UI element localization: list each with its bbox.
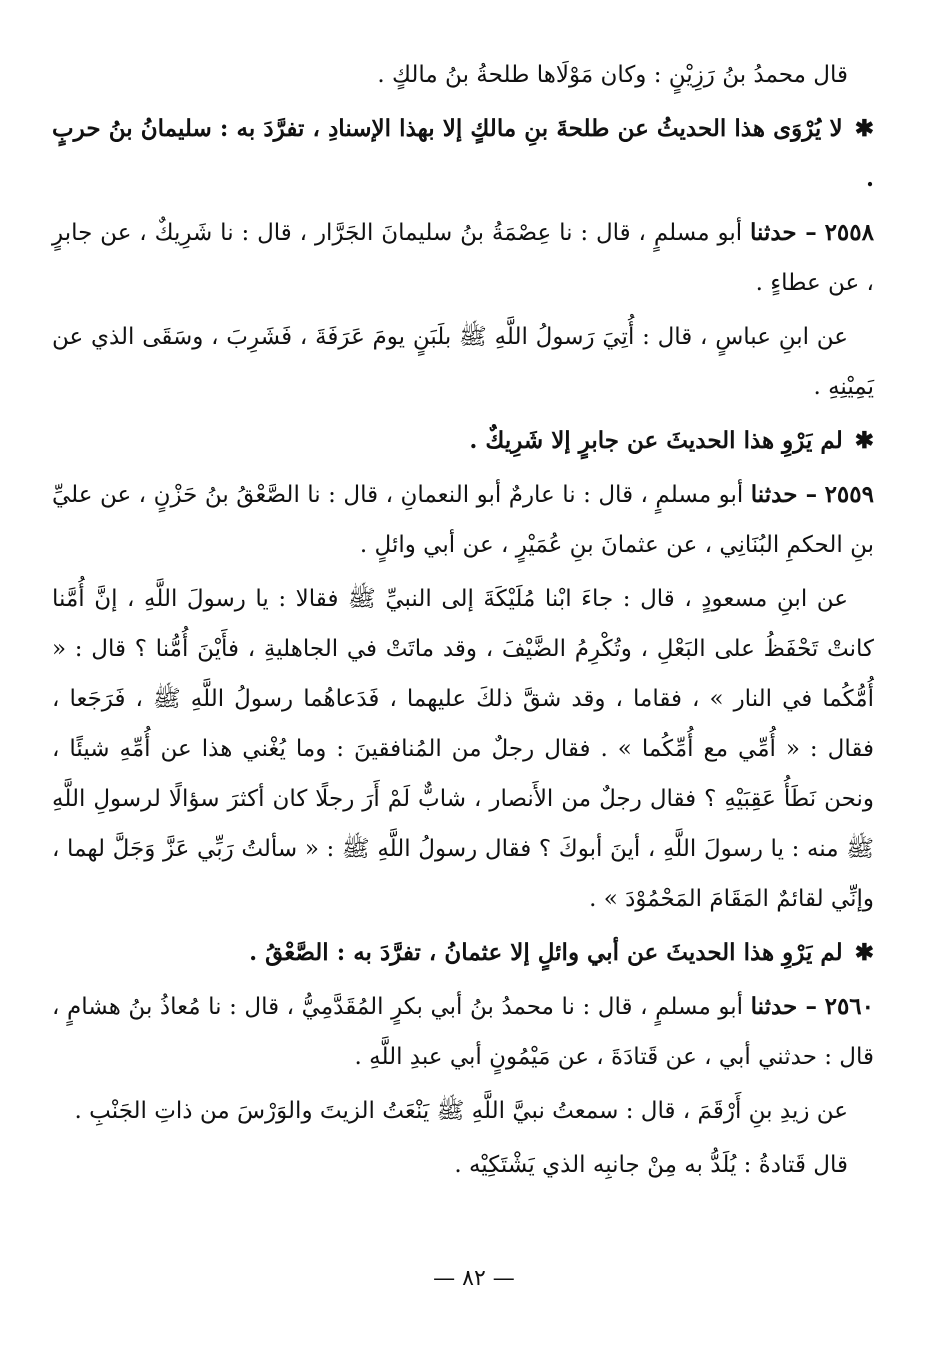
dash-separator: – xyxy=(796,219,817,246)
note-text: لم يَرْوِ هذا الحديثَ عن أبي وائلٍ إلا عثمانُ ، تفرَّدَ به : الصَّعْقُ . xyxy=(249,939,843,966)
hadith-header xyxy=(52,982,874,1082)
matn-paragraph xyxy=(52,312,874,412)
dash-separator: – xyxy=(797,481,818,508)
asterisk-icon: ✱ xyxy=(854,115,874,142)
hadith-verb: حدثنا xyxy=(750,219,797,246)
asterisk-icon: ✱ xyxy=(854,427,874,454)
matn-text: عن ابنِ مسعودٍ ، قال : جاءَ ابْنا مُلَيْكَةَ إلى النبيِّ ﷺ فقالا : يا رسولَ اللَّهِ ، إنَّ أُمَّنا كانتْ تَحْفَظُ على البَعْلِ ، وتُكْرِمُ الضَّيْفَ ، وقد ماتَتْ في الجاهليةِ ، فأَيْنَ أُمُّنا ؟ قال : « أُمُّكُما في النار » ، فقاما ، وقد شقَّ ذلكَ عليهما ، فَدَعاهُما رسولُ اللَّهِ ﷺ ، فَرَجَعا ، فقال : « أُمِّي مع أُمِّكُما » . فقال رجلٌ من المُنافقينَ : وما يُغْني هذا عن أُمِّهِ شيئًا ، ونحن نَطَأُ عَقِبَيْهِ ؟ فقال رجلٌ من الأَنصار ، شابٌّ لَمْ أَرَ رجلًا كان أكثرَ سؤالًا لرسولِ اللَّهِ ﷺ منه : يا رسولَ اللَّهِ ، أينَ أبوكَ ؟ فقال رسولُ اللَّهِ ﷺ : « سألتُ رَبِّي عَزَّ وَجَلَّ لهما ، وإنِّي لقائمٌ المَقَامَ المَحْمُوْدَ » . xyxy=(52,586,874,912)
matn-text: عن ابنِ عباسٍ ، قال : أُتِيَ رَسولُ اللَّهِ ﷺ بلَبَنٍ يومَ عَرَفَةَ ، فَشَرِبَ ، وسَقَى الذي عن يَمِيْنِهِ . xyxy=(52,324,874,400)
note-text: لا يُرْوَى هذا الحديثُ عن طلحةَ بنِ مالكٍ إلا بهذا الإسنادِ ، تفرَّدَ به : سليمانُ بنُ حربٍ . xyxy=(52,115,874,192)
note-text: لم يَرْوِ هذا الحديثَ عن جابرٍ إلا شَرِيكٌ . xyxy=(469,427,843,454)
hadith-verb: حدثنا xyxy=(750,481,798,508)
isnad-text: أبو مسلمٍ ، قال : نا عارمٌ أبو النعمانِ ، قال : نا الصَّعْقُ بنُ حَزْنٍ ، عن عليِّ بنِ الحكمِ البُنَانِي ، عن عثمانَ بنِ عُمَيْرٍ ، عن أبي وائلٍ . xyxy=(52,482,874,558)
narration-text: قال قَتادةُ : يُلَدُّ به مِنْ جانبِه الذي يَشْتَكِيْه . xyxy=(454,1152,848,1178)
narration-line xyxy=(52,50,874,100)
matn-paragraph xyxy=(52,1086,874,1136)
hadith-verb: حدثنا xyxy=(750,993,798,1020)
editor-note xyxy=(52,416,874,466)
narration-text: قال محمدُ بنُ رَزِيْنٍ : وكان مَوْلَاها طلحةُ بنُ مالكٍ . xyxy=(377,62,848,88)
hadith-number: ٢٥٥٩ xyxy=(824,481,874,508)
page-body xyxy=(52,50,874,1194)
hadith-header xyxy=(52,208,874,308)
isnad-text: أبو مسلمٍ ، قال : نا عِصْمَةُ بنُ سليمانَ الجَرَّار ، قال : نا شَرِيكٌ ، عن جابرٍ ، عن عطاءٍ . xyxy=(52,220,874,296)
narration-line xyxy=(52,1140,874,1190)
editor-note xyxy=(52,928,874,978)
dash-separator: – xyxy=(797,993,818,1020)
isnad-text: أبو مسلمٍ ، قال : نا محمدُ بنُ أبي بكرٍ المُقَدَّمِيُّ ، قال : نا مُعاذُ بنُ هشامٍ ، قال : حدثني أبي ، عن قَتادَةَ ، عن مَيْمُونٍ أبي عبدِ اللَّهِ . xyxy=(52,994,874,1070)
page-number: — ٨٢ — xyxy=(433,1266,515,1291)
hadith-number: ٢٥٥٨ xyxy=(824,219,874,246)
asterisk-icon: ✱ xyxy=(854,939,874,966)
hadith-header xyxy=(52,470,874,570)
editor-note xyxy=(52,104,874,204)
matn-paragraph xyxy=(52,574,874,924)
matn-text: عن زيدِ بنِ أَرْقَمَ ، قال : سمعتُ نبيَّ اللَّهِ ﷺ يَنْعَتُ الزيتَ والوَرْسَ من ذاتِ الجَنْبِ . xyxy=(74,1098,848,1124)
hadith-number: ٢٥٦٠ xyxy=(824,993,875,1020)
